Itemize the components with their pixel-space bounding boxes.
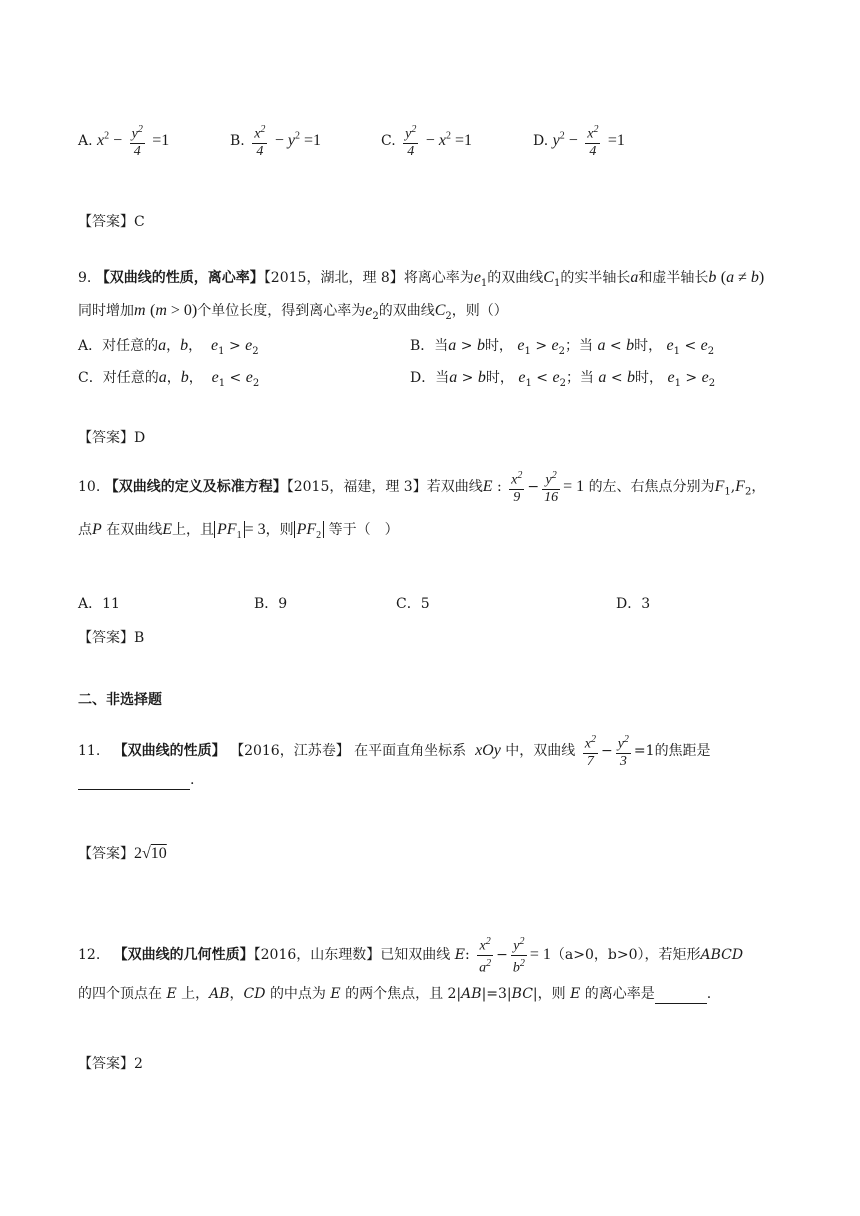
fraction: $\frac{x^2}{4}$ (254, 124, 266, 159)
question-tag: 【双曲线的性质，离心率】 (95, 270, 264, 286)
q12-line-2: 的四个顶点在 E 上，AB，CD 的中点为 E 的两个焦点，且 2|AB|=3|BC|，则 E 的离心率是 . (78, 986, 712, 1002)
question-source: 【2016，江苏卷】 (230, 742, 350, 759)
q9-answer: 【答案】D (78, 430, 146, 446)
question-number: 12. (78, 947, 101, 964)
option-label: B. (230, 132, 245, 149)
q8-option-c[interactable]: C. $\frac{y^2}{4}$ − $x^2 =1$ (381, 124, 472, 159)
q11-answer-value: 2√10 (134, 845, 167, 862)
q8-answer: 【答案】C (78, 214, 145, 230)
question-tag: 【双曲线的定义及标准方程】 (104, 478, 287, 495)
question-source: 【2016，山东理数】 (253, 947, 381, 964)
question-number: 10. (78, 478, 101, 495)
q10-option-b[interactable]: B．9 (254, 596, 288, 612)
section-title: 二、非选择题 (78, 692, 162, 708)
q10-line-1: 10. 【双曲线的定义及标准方程】【2015，福建，理 3】若双曲线E : $\frac{x^2}{9}$ − $\frac{y^2}{16}$ = 1 的左、右焦点分别为$F_1,F_2$， (78, 470, 766, 505)
fraction: $\frac{y^2}{b^2}$ (512, 936, 525, 976)
question-tag: 【双曲线的性质】 (113, 742, 226, 759)
q10-option-c[interactable]: C．5 (396, 596, 430, 612)
fraction: $\frac{y^2}{4}$ (131, 124, 143, 159)
option-label: D. (533, 132, 549, 149)
fraction: $\frac{y^2}{4}$ (405, 124, 417, 159)
question-tag: 【双曲线的几何性质】 (113, 947, 254, 964)
q10-line-2: 点P 在双曲线E上，且 $PF_1 = 3$，则 $PF_2$ 等于（ ） (78, 521, 399, 542)
question-number: 11. (78, 742, 101, 759)
q10-option-a[interactable]: A．11 (78, 596, 120, 612)
fraction: $\frac{y^2}{3}$ (617, 734, 629, 769)
q8-option-d[interactable]: D. $y^2$ − $\frac{x^2}{4}$ =1 (533, 124, 625, 159)
q12-answer: 【答案】2 (78, 1056, 143, 1072)
q12-blank[interactable] (655, 989, 707, 1004)
option-label: C. (381, 132, 396, 149)
fraction: $\frac{x^2}{a^2}$ (479, 936, 492, 976)
q9-option-b[interactable]: B．当a > b时， $e_1 > e_2$；当 a < b时， $e_1 < e_2$ (410, 337, 715, 357)
q10-answer: 【答案】B (78, 630, 145, 646)
q9-line-1: 9. 【双曲线的性质，离心率】【2015，湖北，理 8】将离心率为$e_1$的双曲线$C_1$的实半轴长a和虚半轴长b (a ≠ b) (78, 269, 765, 289)
fraction: $\frac{x^2}{4}$ (587, 124, 599, 159)
q11-answer: 【答案】2√10 (78, 845, 167, 862)
q9-option-c[interactable]: C．对任意的a，b， $e_1 < e_2$ (78, 369, 260, 389)
option-label: A. (78, 132, 93, 149)
question-source: 【2015，福建，理 3】 (286, 478, 427, 495)
q8-option-a[interactable]: A. $x^2$ − $\frac{y^2}{4}$ =1 (78, 124, 170, 159)
q9-option-d[interactable]: D．当a > b时， $e_1 < e_2$；当 a < b时， $e_1 > e_2$ (410, 369, 716, 389)
q8-option-a-formula: $x^2$ − (97, 130, 123, 149)
q11-blank[interactable]: . (78, 770, 194, 790)
question-source: 【2015，湖北，理 8】 (263, 270, 404, 286)
q11-line-1: 11. 【双曲线的性质】 【2016，江苏卷】 在平面直角坐标系 xOy 中，双曲线 $\frac{x^2}{7}$ − $\frac{y^2}{3}$ =1的焦距是 (78, 734, 711, 769)
question-number: 9. (78, 270, 92, 286)
q12-line-1: 12. 【双曲线的几何性质】【2016，山东理数】已知双曲线 E: $\frac{x^2}{a^2}$ − $\frac{y^2}{b^2}$ = 1（a>0，b>0），若矩形ABCD (78, 936, 744, 976)
fraction: $\frac{x^2}{7}$ (584, 734, 596, 769)
q9-line-2: 同时增加m (m > 0)个单位长度，得到离心率为$e_2$的双曲线$C_2$，则（） (78, 302, 508, 322)
q10-option-d[interactable]: D．3 (616, 596, 651, 612)
fraction: $\frac{x^2}{9}$ (511, 470, 523, 505)
fraction: $\frac{y^2}{16}$ (544, 470, 559, 505)
q9-option-a[interactable]: A．对任意的a，b， $e_1 > e_2$ (78, 337, 259, 357)
q8-option-b[interactable]: B. $\frac{x^2}{4}$ − $y^2 =1$ (230, 124, 322, 159)
